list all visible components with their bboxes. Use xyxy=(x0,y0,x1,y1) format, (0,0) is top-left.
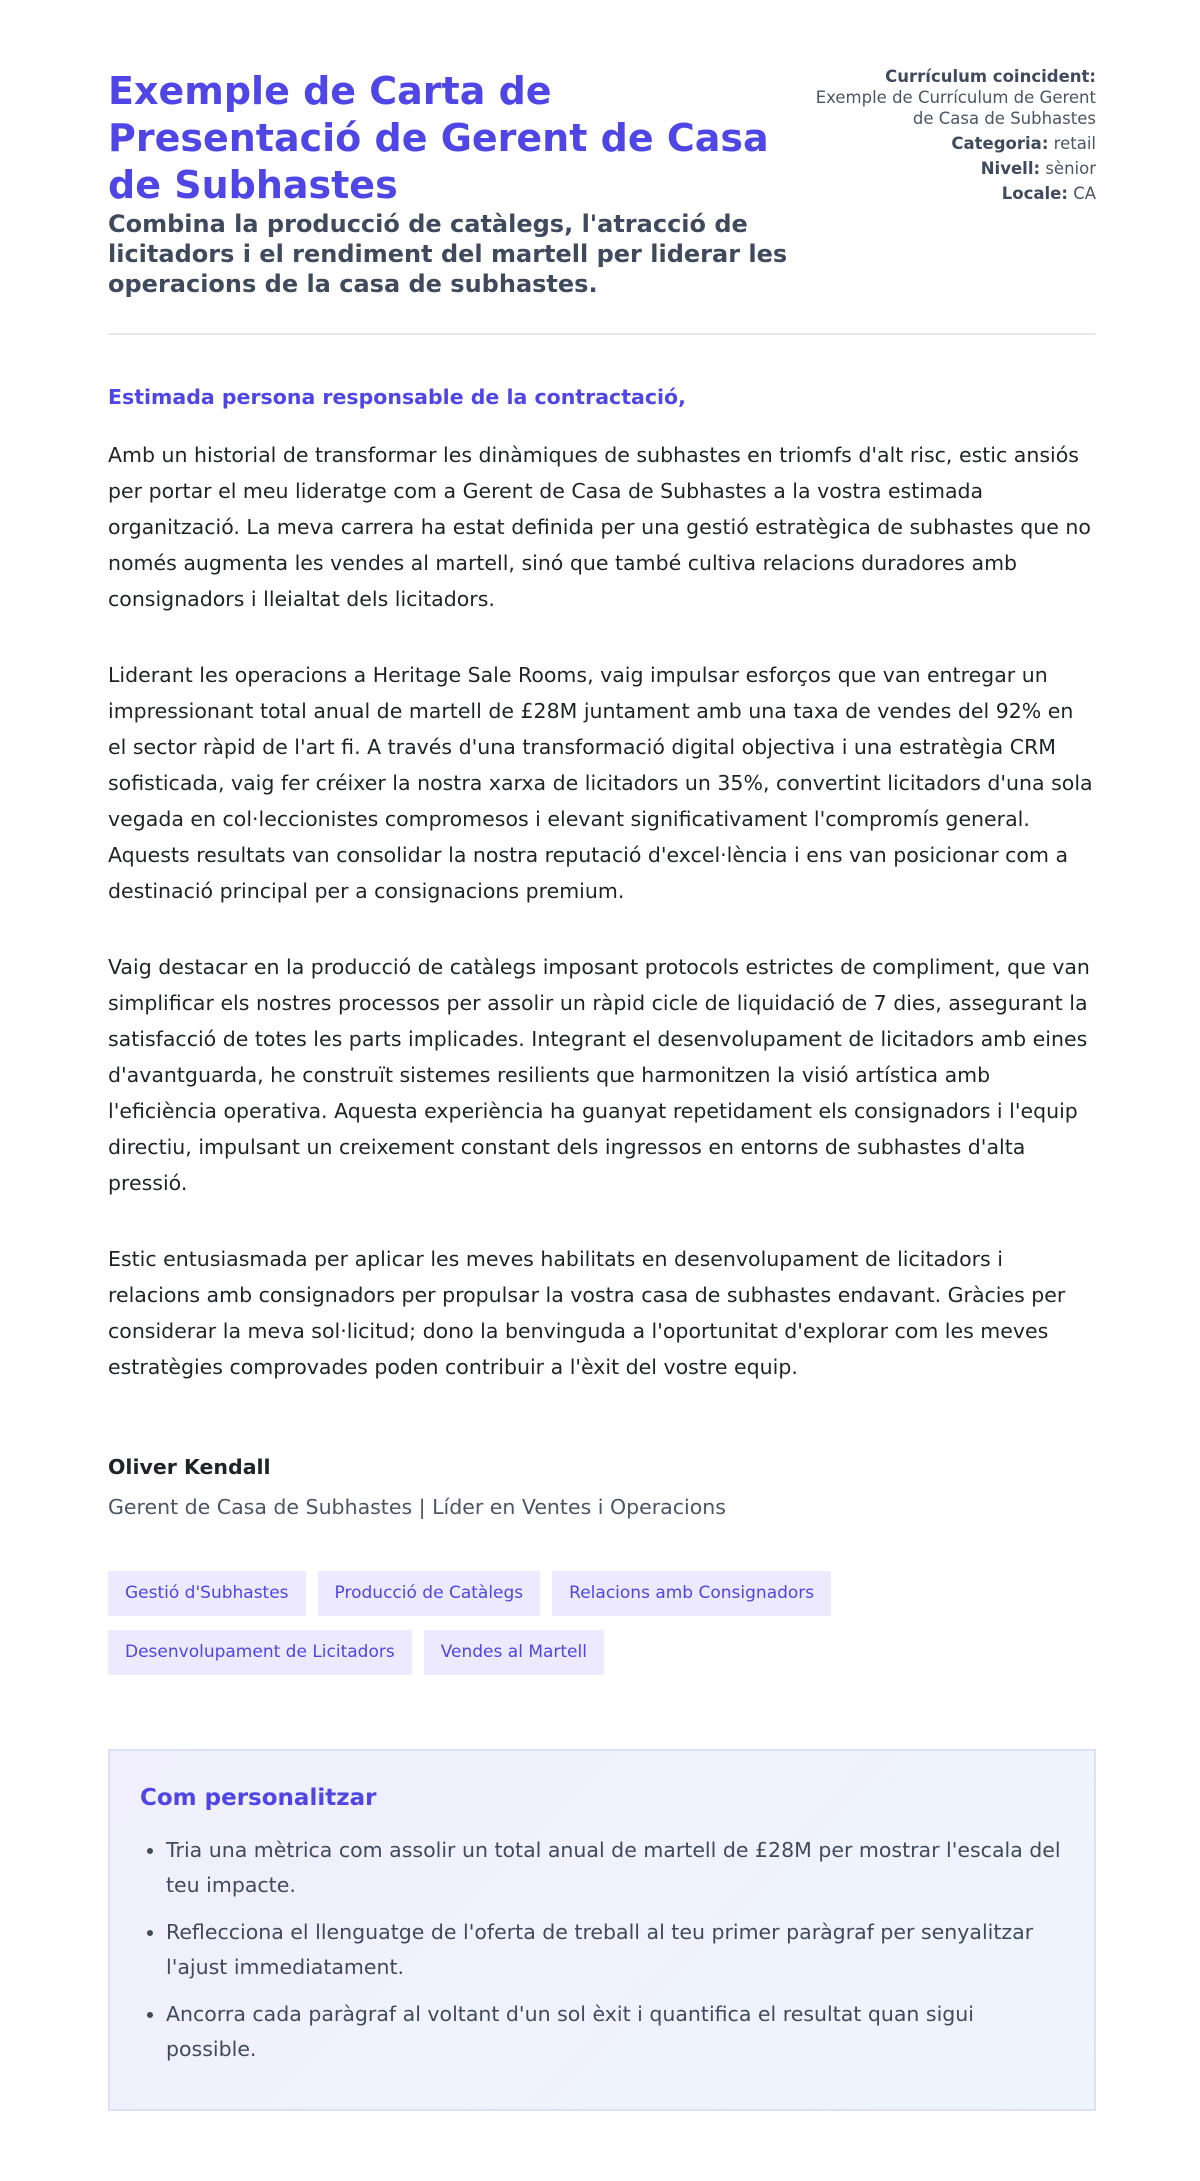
page-header xyxy=(108,66,1096,299)
locale-value: CA xyxy=(1073,184,1096,203)
resume-label: Currículum coincident: xyxy=(885,67,1096,86)
divider xyxy=(108,333,1096,335)
level-label: Nivell: xyxy=(980,159,1041,178)
tip-item: • Tria una mètrica com assolir un total anual de martell de £28M per mostrar l'escala del teu impacte. xyxy=(166,1833,1064,1903)
signature-title: Gerent de Casa de Subhastes | Líder en Ventes i Operacions xyxy=(108,1495,726,1519)
paragraph: Vaig destacar en la producció de catàlegs imposant protocols estrictes de compliment, que van simplificar els nostres processos per assolir un ràpid cicle de liquidació de 7 dies, assegurant la satisfacció de totes les parts implicades. Integrant el desenvolupament de licitadors amb eines d'avantguarda, he construït sistemes resilients que harmonitzen la visió artística amb l'eficiència operativa. Aquesta experiència ha guanyat repetidament els consignadors i l'equip directiu, impulsant un creixement constant dels ingressos en entorns de subhastes d'alta pressió. xyxy=(108,955,1090,1195)
customization-tips xyxy=(108,1749,1096,2111)
tips-list xyxy=(140,1833,1064,2067)
page-subtitle: Combina la producció de catàlegs, l'atracció de licitadors i el rendiment del martell per liderar les operacions de la casa de subhastes. xyxy=(108,210,788,298)
greeting: Estimada persona responsable de la contractació, xyxy=(108,385,686,409)
tip-item: • Reflecciona el llenguatge de l'oferta de treball al teu primer paràgraf per senyalitzar l'ajust immediatament. xyxy=(166,1915,1064,1985)
paragraph: Estic entusiasmada per aplicar les meves habilitats en desenvolupament de licitadors i relacions amb consignadors per propulsar la vostra casa de subhastes endavant. Gràcies per considerar la meva sol·licitud; dono la benvinguda a l'oportunitat d'explorar com les meves estratègies comprovades poden contribuir a l'èxit del vostre equip. xyxy=(108,1247,1066,1379)
tips-title: Com personalitzar xyxy=(140,1785,377,1811)
skill-tag: Gestió d'Subhastes xyxy=(108,1571,306,1616)
resume-link[interactable]: Exemple de Currículum de Gerent de Casa de Subhastes xyxy=(815,88,1096,128)
tip-item: • Ancorra cada paràgraf al voltant d'un sol èxit i quantifica el resultat quan sigui possible. xyxy=(166,1997,1064,2067)
skill-tag: Vendes al Martell xyxy=(424,1630,604,1675)
skill-tag: Producció de Catàlegs xyxy=(318,1571,541,1616)
signature-name: Oliver Kendall xyxy=(108,1455,271,1479)
letter-body xyxy=(108,437,1096,1385)
locale-label: Locale: xyxy=(1001,184,1068,203)
skill-tag: Desenvolupament de Licitadors xyxy=(108,1630,412,1675)
paragraph: Liderant les operacions a Heritage Sale Rooms, vaig impulsar esforços que van entregar un impressionant total anual de martell de £28M juntament amb una taxa de vendes del 92% en el sector ràpid de l'art fi. A través d'una transformació digital objectiva i una estratègia CRM sofisticada, vaig fer créixer la nostra xarxa de licitadors un 35%, convertint licitadors d'una sola vegada en col·leccionistes compromesos i elevant significativament l'compromís general. Aquests resultats van consolidar la nostra reputació d'excel·lència i ens van posicionar com a destinació principal per a consignacions premium. xyxy=(108,663,1093,903)
category-value: retail xyxy=(1053,134,1096,153)
page-title: Exemple de Carta de Presentació de Gerent de Casa de Subhastes xyxy=(108,69,769,207)
skill-tag: Relacions amb Consignadors xyxy=(552,1571,831,1616)
paragraph: Amb un historial de transformar les dinàmiques de subhastes en triomfs d'alt risc, estic ansiós per portar el meu lideratge com a Gerent de Casa de Subhastes a la vostra estimada organització. La meva carrera ha estat definida per una gestió estratègica de subhastes que no només augmenta les vendes al martell, sinó que també cultiva relacions duradores amb consignadors i lleialtat dels licitadors. xyxy=(108,443,1091,611)
level-value: sènior xyxy=(1045,159,1096,178)
skill-tags xyxy=(108,1571,868,1675)
meta-panel xyxy=(800,66,1096,208)
category-label: Categoria: xyxy=(951,134,1049,153)
